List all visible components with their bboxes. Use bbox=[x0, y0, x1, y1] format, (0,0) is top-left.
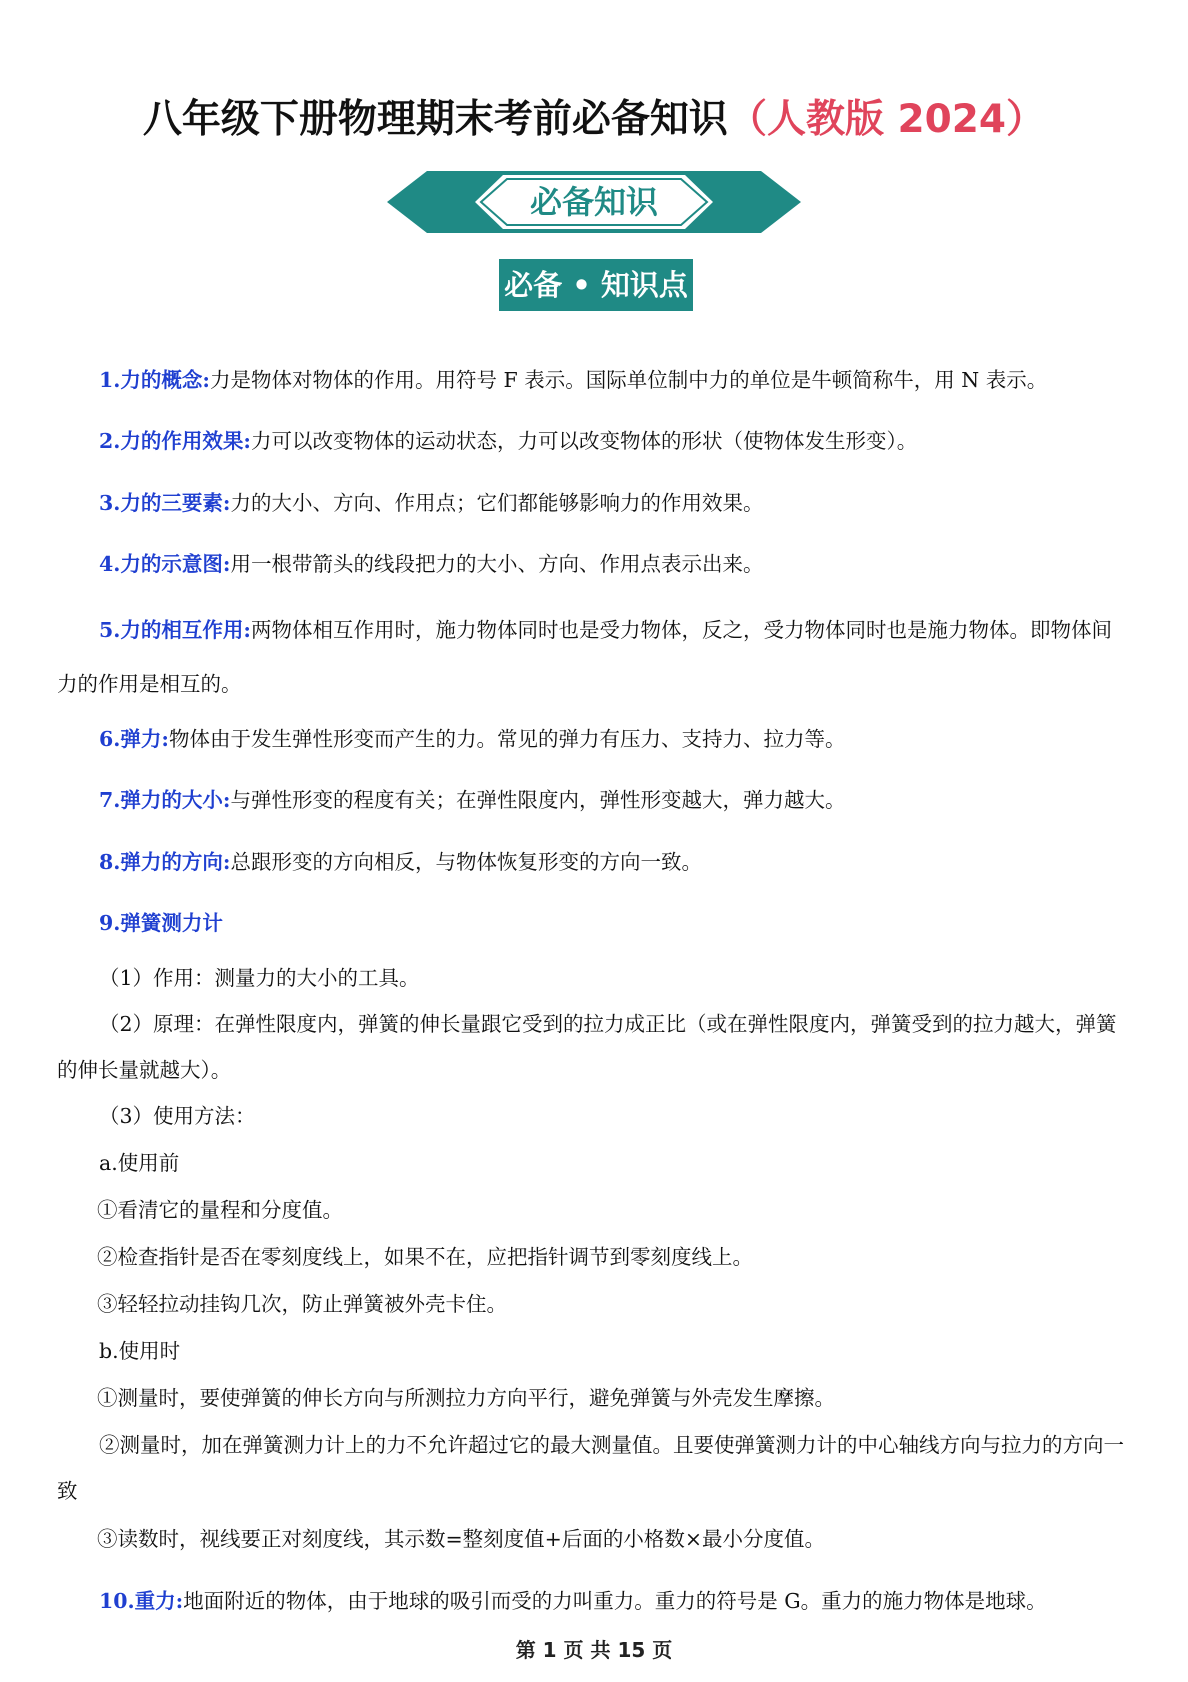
list-item: ①看清它的量程和分度值。 bbox=[97, 1198, 343, 1222]
list-item bbox=[57, 480, 1132, 526]
list-item bbox=[57, 357, 1132, 403]
item-text: 力的大小、方向、作用点；它们都能够影响力的作用效果。 bbox=[230, 491, 764, 515]
list-item bbox=[57, 777, 1132, 823]
section-banner bbox=[387, 171, 801, 233]
item-keyword: 4.力的示意图: bbox=[99, 552, 231, 576]
item-text: 总跟形变的方向相反，与物体恢复形变的方向一致。 bbox=[230, 850, 702, 874]
spring-usage: （1）作用：测量力的大小的工具。 bbox=[99, 966, 420, 990]
title-main: 八年级下册物理期末考前必备知识 bbox=[142, 97, 728, 142]
item-keyword: 10.重力: bbox=[99, 1589, 184, 1613]
before-use-heading: a.使用前 bbox=[99, 1151, 180, 1175]
item-text: 物体由于发生弹性形变而产生的力。常见的弹力有压力、支持力、拉力等。 bbox=[168, 727, 846, 751]
list-item bbox=[57, 839, 1132, 885]
subsection-label: 必备 • 知识点 bbox=[499, 259, 693, 311]
page-footer: 第 1 页 共 15 页 bbox=[515, 1638, 673, 1662]
banner-label: 必备知识 bbox=[529, 183, 659, 221]
list-item bbox=[57, 603, 1132, 711]
spring-method: （3）使用方法： bbox=[99, 1104, 256, 1128]
during-use-heading: b.使用时 bbox=[99, 1339, 181, 1363]
item-text: 两物体相互作用时，施力物体同时也是受力物体，反之，受力物体同时也是施力物体。即物体间力的作用是相互的。 bbox=[57, 618, 1112, 696]
list-item: ③轻轻拉动挂钩几次，防止弹簧被外壳卡住。 bbox=[97, 1292, 507, 1316]
title-edition: （人教版 2024） bbox=[727, 97, 1046, 142]
list-item: ①测量时，要使弹簧的伸长方向与所测拉力方向平行，避免弹簧与外壳发生摩擦。 bbox=[97, 1386, 835, 1410]
item-text: 与弹性形变的程度有关；在弹性限度内，弹性形变越大，弹力越大。 bbox=[230, 788, 846, 812]
item-keyword: 2.力的作用效果: bbox=[99, 429, 251, 453]
item-keyword: 1.力的概念: bbox=[99, 368, 210, 392]
item-text: 地面附近的物体，由于地球的吸引而受的力叫重力。重力的符号是 G。重力的施力物体是地球。 bbox=[183, 1589, 1047, 1613]
list-item bbox=[57, 1578, 1132, 1624]
spring-principle: （2）原理：在弹性限度内，弹簧的伸长量跟它受到的拉力成正比（或在弹性限度内，弹簧受到的拉力越大，弹簧的伸长量就越大）。 bbox=[57, 1012, 1117, 1082]
item-text: 力是物体对物体的作用。用符号 F 表示。国际单位制中力的单位是牛顿简称牛，用 N 表示。 bbox=[209, 368, 1048, 392]
item-keyword: 3.力的三要素: bbox=[99, 491, 231, 515]
list-item: ③读数时，视线要正对刻度线，其示数=整刻度值+后面的小格数×最小分度值。 bbox=[97, 1527, 826, 1551]
list-item bbox=[57, 418, 1132, 464]
list-item: ②测量时，加在弹簧测力计上的力不允许超过它的最大测量值。且要使弹簧测力计的中心轴线方向与拉力的方向一致 bbox=[57, 1433, 1124, 1503]
item-keyword: 9.弹簧测力计 bbox=[99, 911, 223, 935]
list-item bbox=[57, 900, 1132, 946]
list-item bbox=[57, 541, 1132, 587]
list-item: ②检查指针是否在零刻度线上，如果不在，应把指针调节到零刻度线上。 bbox=[97, 1245, 753, 1269]
page-title bbox=[0, 88, 1188, 144]
banner-ribbon-graphic bbox=[387, 171, 801, 233]
item-text: 用一根带箭头的线段把力的大小、方向、作用点表示出来。 bbox=[230, 552, 764, 576]
item-keyword: 8.弹力的方向: bbox=[99, 850, 231, 874]
item-keyword: 7.弹力的大小: bbox=[99, 788, 231, 812]
list-item bbox=[57, 716, 1132, 762]
item-text: 力可以改变物体的运动状态，力可以改变物体的形状（使物体发生形变）。 bbox=[250, 429, 918, 453]
item-keyword: 6.弹力: bbox=[99, 727, 169, 751]
item-keyword: 5.力的相互作用: bbox=[99, 618, 251, 642]
